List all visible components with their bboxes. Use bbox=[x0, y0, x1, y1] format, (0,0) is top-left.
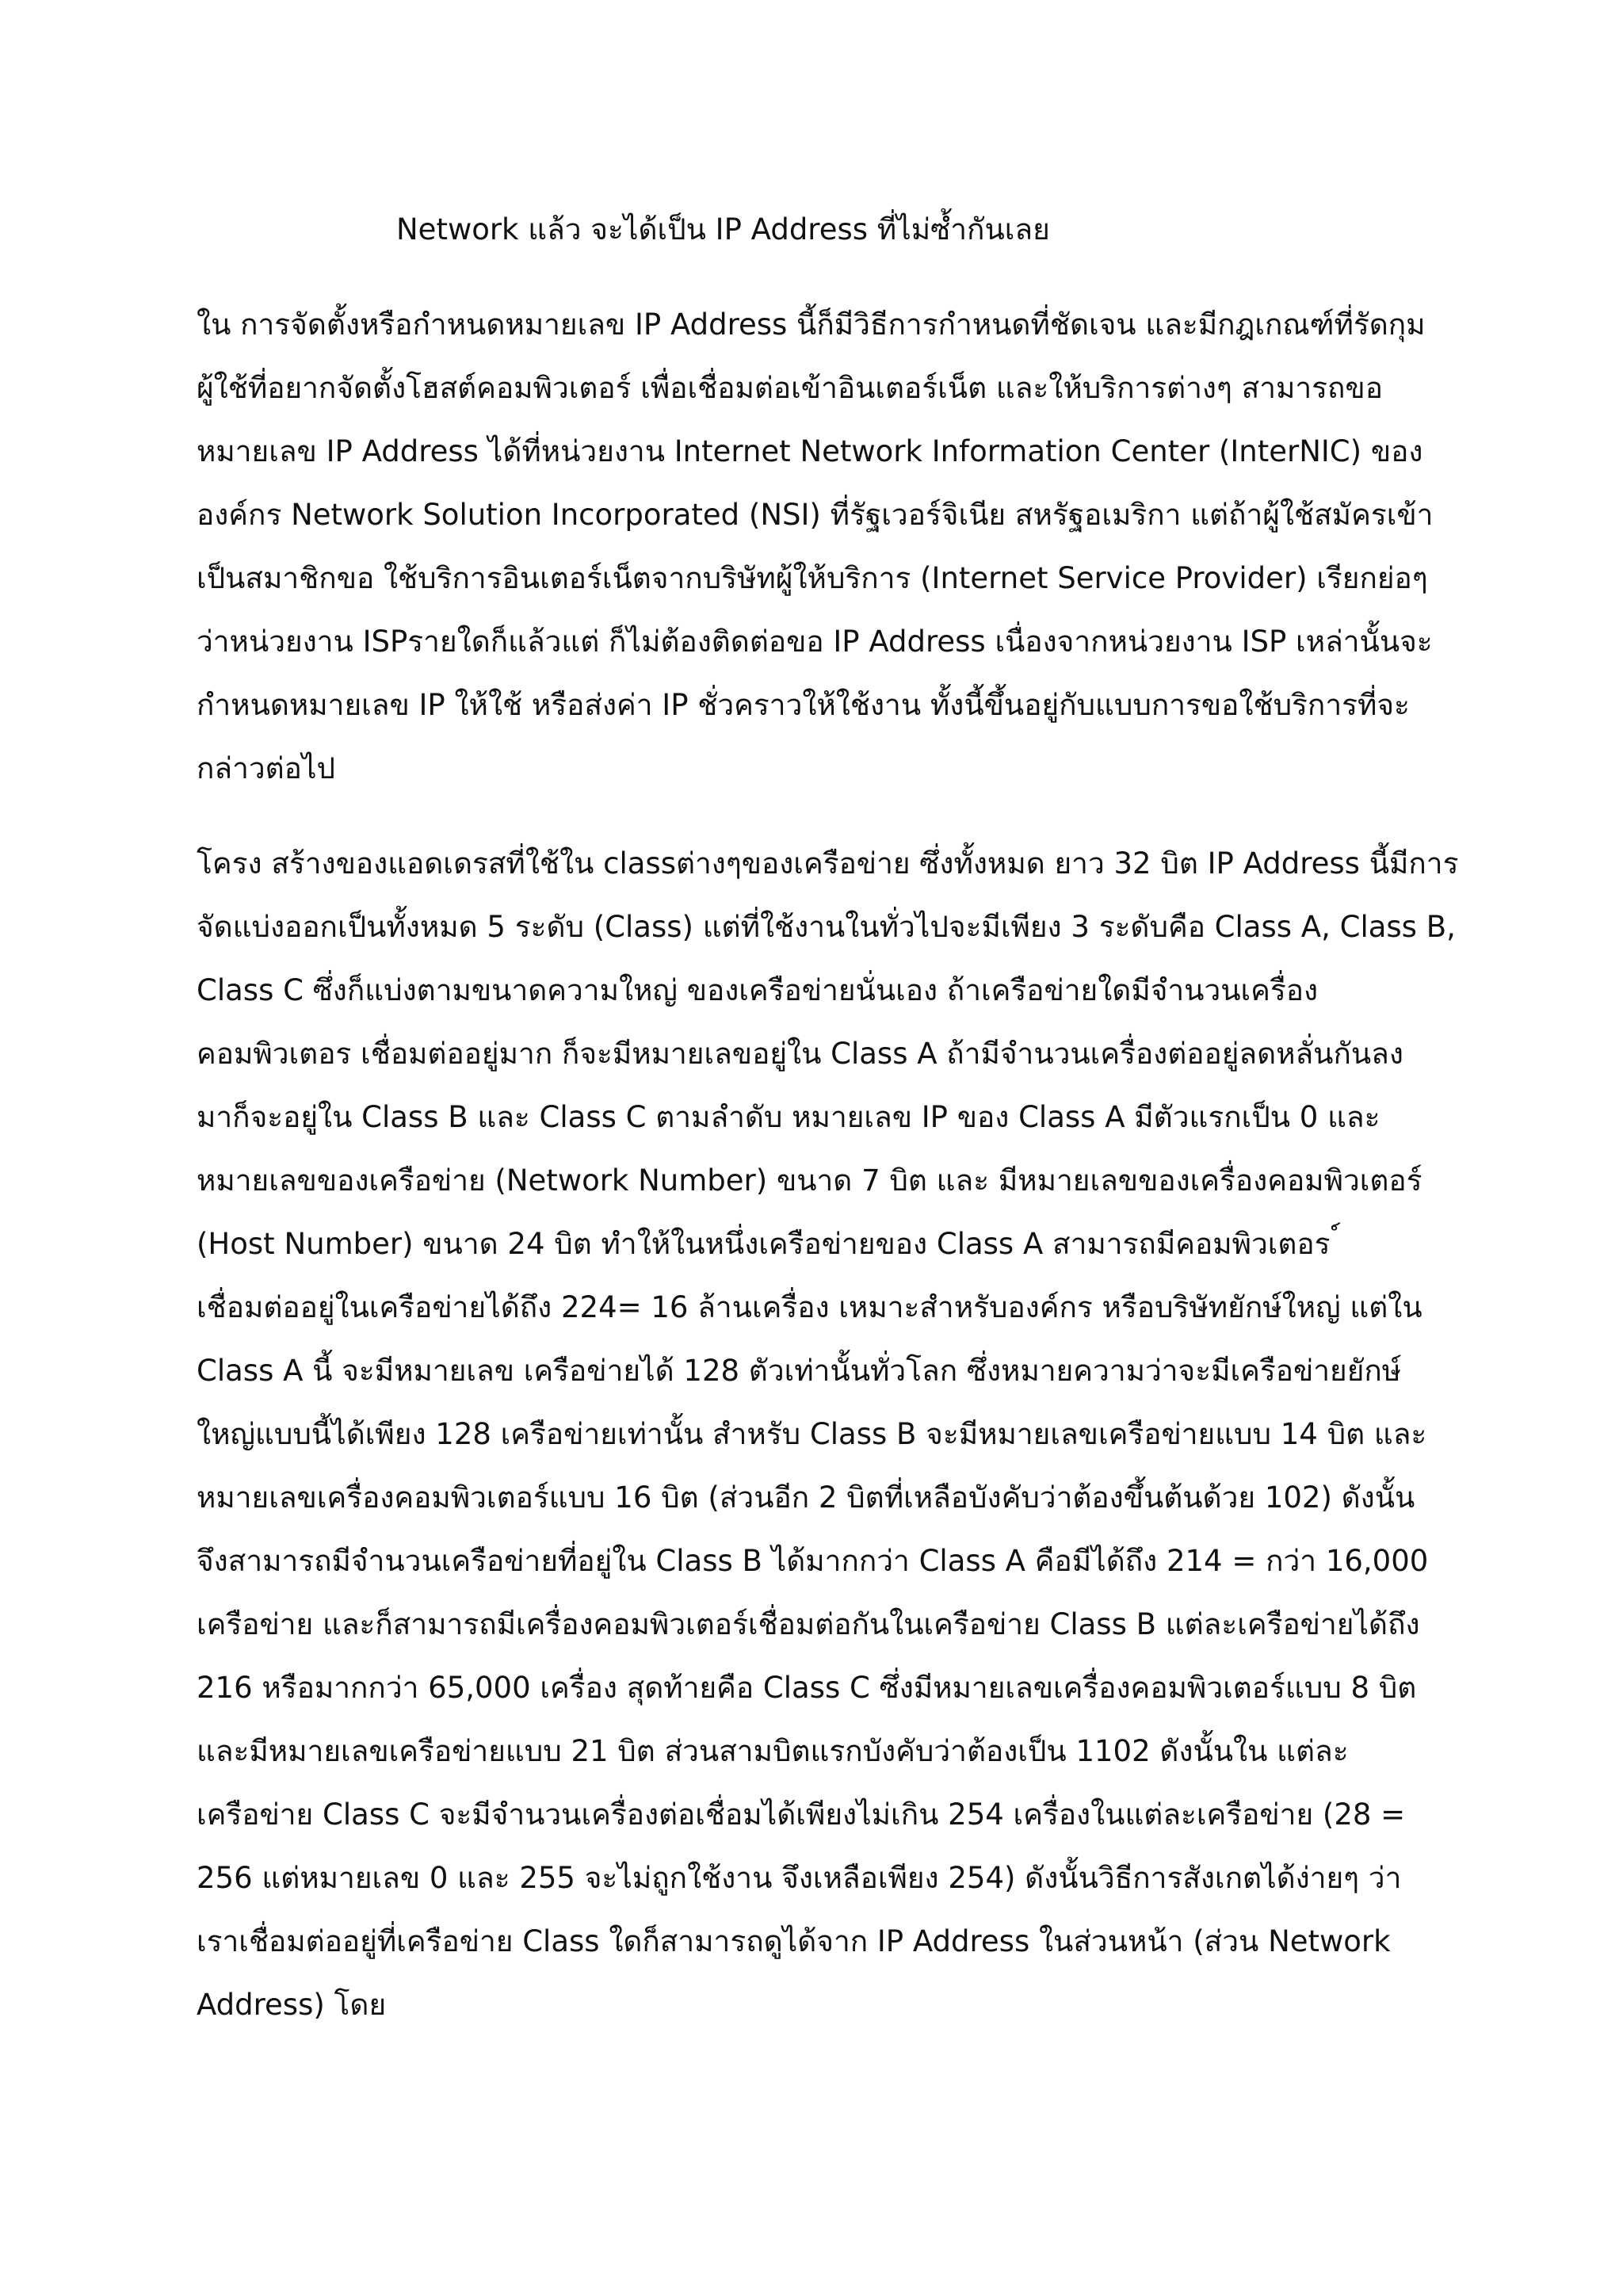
text-line: องค์กร Network Solution Incorporated (NSI) ที่รัฐเวอร์จิเนีย สหรัฐอเมริกา แต่ถ้าผู้ใช้สมัครเข้า bbox=[197, 498, 1434, 532]
text-line: เชื่อมต่ออยู่ในเครือข่ายได้ถึง 224= 16 ล้านเครื่อง เหมาะสำหรับองค์กร หรือบริษัทยักษ์ใหญ่ แต่ใน bbox=[197, 1290, 1423, 1324]
text-line: ใน การจัดตั้งหรือกำหนดหมายเลข IP Address นี้ก็มีวิธีการกำหนดที่ชัดเจน และมีกฎเกณฑ์ที่รัดกุม bbox=[197, 308, 1426, 342]
paragraph-address-classes bbox=[197, 839, 1459, 2043]
paragraph-ip-address-assignment bbox=[197, 300, 1449, 807]
text-line: หมายเลขของเครือข่าย (Network Number) ขนาด 7 บิต และ มีหมายเลขของเครื่องคอมพิวเตอร์ bbox=[197, 1163, 1423, 1198]
text-line: มาก็จะอยู่ใน Class B และ Class C ตามลำดับ หมายเลข IP ของ Class A มีตัวแรกเป็น 0 และ bbox=[197, 1100, 1381, 1134]
text-line: Address) โดย bbox=[197, 1988, 387, 2022]
text-line: เราเชื่อมต่ออยู่ที่เครือข่าย Class ใดก็สามารถดูได้จาก IP Address ในส่วนหน้า (ส่วน Network bbox=[197, 1924, 1391, 1958]
text-line: ผู้ใช้ที่อยากจัดตั้งโฮสต์คอมพิวเตอร์ เพื่อเชื่อมต่อเข้าอินเตอร์เน็ต และให้บริการต่างๆ สามารถขอ bbox=[197, 371, 1383, 405]
text-line: 216 หรือมากกว่า 65,000 เครื่อง สุดท้ายคือ Class C ซึ่งมีหมายเลขเครื่องคอมพิวเตอร์แบบ 8 บิต bbox=[197, 1671, 1417, 1705]
text-line: ว่าหน่วยงาน ISPรายใดก็แล้วแต่ ก็ไม่ต้องติดต่อขอ IP Address เนื่องจากหน่วยงาน ISP เหล่านั้นจะ bbox=[197, 625, 1433, 659]
text-line: จัดแบ่งออกเป็นทั้งหมด 5 ระดับ (Class) แต่ที่ใช้งานในทั่วไปจะมีเพียง 3 ระดับคือ Class A, Class B, bbox=[197, 910, 1456, 944]
text-line: หมายเลขเครื่องคอมพิวเตอร์แบบ 16 บิต (ส่วนอีก 2 บิตที่เหลือบังคับว่าต้องขึ้นต้นด้วย 102) ดังนั้น bbox=[197, 1480, 1415, 1515]
text-line: 256 แต่หมายเลข 0 และ 255 จะไม่ถูกใช้งาน จึงเหลือเพียง 254) ดังนั้นวิธีการสังเกตได้ง่ายๆ ว่า bbox=[197, 1861, 1402, 1895]
text-line: (Host Number) ขนาด 24 บิต ทำให้ในหนึ่งเครือข่ายของ Class A สามารถมีคอมพิวเตอร ์ bbox=[197, 1227, 1340, 1261]
text-line: Class A นี้ จะมีหมายเลข เครือข่ายได้ 128 ตัวเท่านั้นทั่วโลก ซึ่งหมายความว่าจะมีเครือข่ายยักษ์ bbox=[197, 1354, 1402, 1388]
text-line: เครือข่าย Class C จะมีจำนวนเครื่องต่อเชื่อมได้เพียงไม่เกิน 254 เครื่องในแต่ละเครือข่าย (28 = bbox=[197, 1797, 1406, 1832]
text-line: เป็นสมาชิกขอ ใช้บริการอินเตอร์เน็ตจากบริษัทผู้ให้บริการ (Internet Service Provider) เรียกย่อๆ bbox=[197, 561, 1428, 595]
text-line: เครือข่าย และก็สามารถมีเครื่องคอมพิวเตอร์เชื่อมต่อกันในเครือข่าย Class B แต่ละเครือข่ายได้ถึง bbox=[197, 1607, 1420, 1641]
text-line: ใหญ่แบบนี้ได้เพียง 128 เครือข่ายเท่านั้น สำหรับ Class B จะมีหมายเลขเครือข่ายแบบ 14 บิต และ bbox=[197, 1417, 1427, 1451]
text-line: คอมพิวเตอร เชื่อมต่ออยู่มาก ก็จะมีหมายเลขอยู่ใน Class A ถ้ามีจำนวนเครื่องต่ออยู่ลดหลั่นกันลง bbox=[197, 1037, 1403, 1071]
text-line: กำหนดหมายเลข IP ให้ใช้ หรือส่งค่า IP ชั่วคราวให้ใช้งาน ทั้งนี้ขึ้นอยู่กับแบบการขอใช้บริการที่จะ bbox=[197, 688, 1410, 722]
document-title-line: Network แล้ว จะได้เป็น IP Address ที่ไม่ซ้ำกันเลย bbox=[396, 212, 1050, 246]
text-line: จึงสามารถมีจำนวนเครือข่ายที่อยู่ใน Class B ได้มากกว่า Class A คือมีได้ถึง 214 = กว่า 16,000 bbox=[197, 1544, 1429, 1578]
text-line: และมีหมายเลขเครือข่ายแบบ 21 บิต ส่วนสามบิตแรกบังคับว่าต้องเป็น 1102 ดังนั้นใน แต่ละ bbox=[197, 1734, 1349, 1768]
text-line: กล่าวต่อไป bbox=[197, 751, 335, 785]
text-line: Class C ซึ่งก็แบ่งตามขนาดความใหญ่ ของเครือข่ายนั่นเอง ถ้าเครือข่ายใดมีจำนวนเครื่อง bbox=[197, 973, 1319, 1007]
text-line: โครง สร้างของแอดเดรสที่ใช้ใน classต่างๆของเครือข่าย ซึ่งทั้งหมด ยาว 32 บิต IP Address นี้มีการ bbox=[197, 846, 1459, 881]
text-line: หมายเลข IP Address ได้ที่หน่วยงาน Internet Network Information Center (InterNIC) ของ bbox=[197, 434, 1423, 468]
